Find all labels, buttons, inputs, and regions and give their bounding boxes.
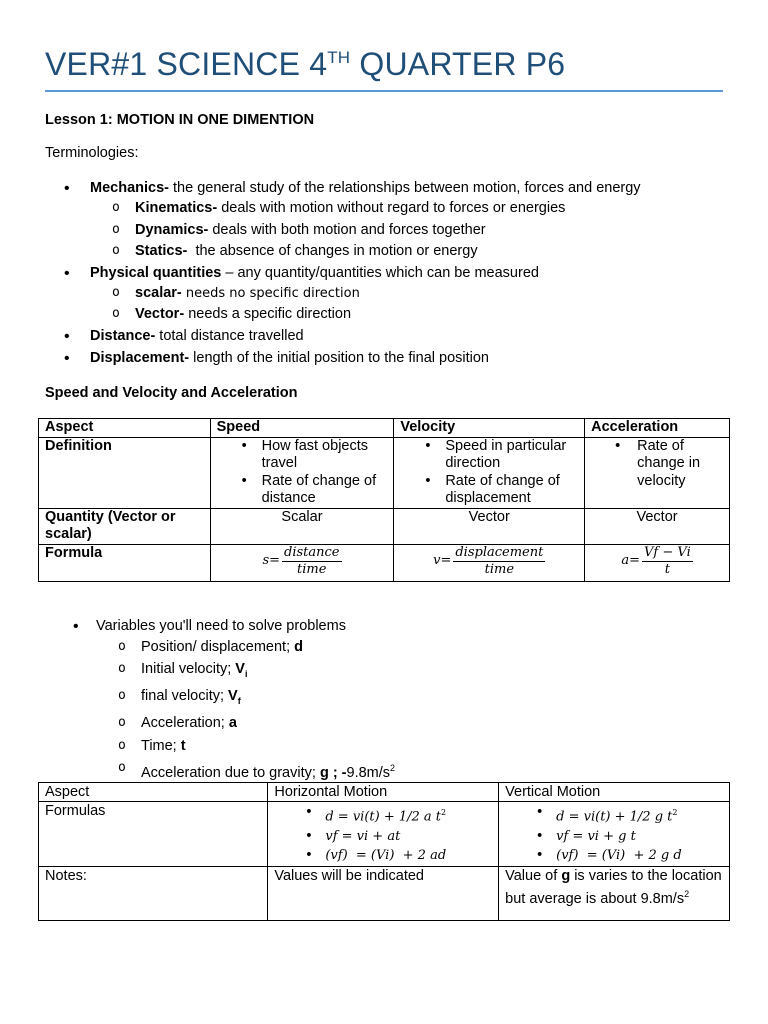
list-item: • (vf) = (Vi) + 2 ad [274, 846, 492, 866]
list-item: • Rate of change of displacement [400, 473, 578, 508]
speed-formula: s= $\frac{\text{distance}}{\text{time}}$ [262, 544, 340, 577]
table-cell [585, 544, 730, 581]
list-item: • vf = vi + at [274, 827, 492, 847]
table-cell [210, 437, 394, 508]
list-item: • Mechanics- the general study of the relationships between motion, forces and energy o Kinematics- deals with motion without regard to forces or energies o Dynamics- deals with both motion and forces together o Statics- the absence of changes in motion or energy [45, 179, 725, 261]
list-item: o Kinematics- deals with motion without regard to forces or energies [90, 199, 725, 218]
table-header: Velocity [394, 419, 585, 438]
table-cell [585, 437, 730, 508]
list-item: o Statics- the absence of changes in motion or energy [90, 242, 725, 261]
list-item: o Dynamics- deals with both motion and forces together [90, 221, 725, 240]
list-item: o Position/ displacement; d [96, 638, 725, 657]
list-item: • Displacement- length of the initial position to the final position [45, 349, 725, 368]
table-row [39, 419, 730, 438]
table-cell: Vector [585, 508, 730, 544]
table-row [39, 508, 730, 544]
page-title [45, 46, 565, 83]
table-row [39, 783, 730, 802]
list-item: • d = vi(t) + 1/2 g $t^2$ [505, 803, 723, 827]
list-item: o Initial velocity; $V_i$ [96, 660, 725, 684]
list-item: o final velocity; $V_f$ [96, 687, 725, 711]
table-cell [394, 437, 585, 508]
list-item: • How fast objects travel [217, 438, 388, 473]
table-row [39, 437, 730, 508]
speed-velocity-table [38, 418, 730, 582]
list-item: o Vector- needs a specific direction [90, 305, 725, 324]
table-row [39, 544, 730, 581]
terminologies-label: Terminologies: [45, 145, 139, 161]
table-cell: Scalar [210, 508, 394, 544]
table-header: Horizontal Motion [268, 783, 499, 802]
table-cell [210, 544, 394, 581]
sub-list [90, 284, 725, 325]
row-label: Formula [39, 544, 211, 581]
title-underline [45, 90, 723, 92]
table-header: Aspect [39, 783, 268, 802]
table-cell: Vector [394, 508, 585, 544]
row-label: Notes: [39, 866, 268, 920]
list-item: • Variables you'll need to solve problems o Position/ displacement; d o Initial velocity; $V_i$ o final velocity; $V_f$ o Acceleration; a o Time; t o Acceleration due to gravity; g ; $-9.8m/s^2$ [45, 617, 725, 783]
row-label: Definition [39, 437, 211, 508]
terminology-list [45, 179, 725, 370]
list-item: • Rate of change in velocity [591, 438, 723, 491]
list-item: o scalar- needs no specific direction [90, 284, 725, 303]
list-item: • Distance- total distance travelled [45, 327, 725, 346]
lesson-heading: Lesson 1: MOTION IN ONE DIMENTION [45, 112, 315, 128]
table-header: Vertical Motion [499, 783, 730, 802]
motion-table [38, 782, 730, 921]
sub-list [90, 199, 725, 261]
table-header: Aspect [39, 419, 211, 438]
list-item: o Acceleration; a [96, 714, 725, 733]
list-item: • d = vi(t) + 1/2 a $t^2$ [274, 803, 492, 827]
row-label: Formulas [39, 802, 268, 867]
sub-list [96, 638, 725, 783]
list-item: o Acceleration due to gravity; g ; $-9.8m/s^2$ [96, 759, 725, 783]
table-row [39, 866, 730, 920]
table-cell [394, 544, 585, 581]
list-item: o Time; t [96, 737, 725, 756]
table-cell [268, 802, 499, 867]
list-item: • Physical quantities – any quantity/quantities which can be measured o scalar- needs no specific direction o Vector- needs a specific direction [45, 264, 725, 325]
table-header: Acceleration [585, 419, 730, 438]
table-cell: Values will be indicated [268, 866, 499, 920]
table-header: Speed [210, 419, 394, 438]
velocity-formula: v= $\frac{\text{displacement}}{\text{time}}$ [433, 544, 544, 577]
title-rest: QUARTER P6 [350, 46, 566, 82]
list-item: • (vf) = (Vi) + 2 g d [505, 846, 723, 866]
table-cell: Value of g is varies to the location but average is about $9.8m/s^2$ [499, 866, 730, 920]
table-cell [499, 802, 730, 867]
table-row [39, 802, 730, 867]
variables-list [45, 617, 725, 786]
list-item: • Speed in particular direction [400, 438, 578, 473]
row-label: Quantity (Vector or scalar) [39, 508, 211, 544]
acceleration-formula: a= $\frac{Vf - Vi}{t}$ [621, 544, 691, 577]
list-item: • vf = vi + g t [505, 827, 723, 847]
list-item: • Rate of change of distance [217, 473, 388, 508]
section-heading: Speed and Velocity and Acceleration [45, 385, 298, 401]
title-main: VER#1 SCIENCE 4 [45, 46, 328, 82]
title-superscript: TH [327, 48, 351, 67]
